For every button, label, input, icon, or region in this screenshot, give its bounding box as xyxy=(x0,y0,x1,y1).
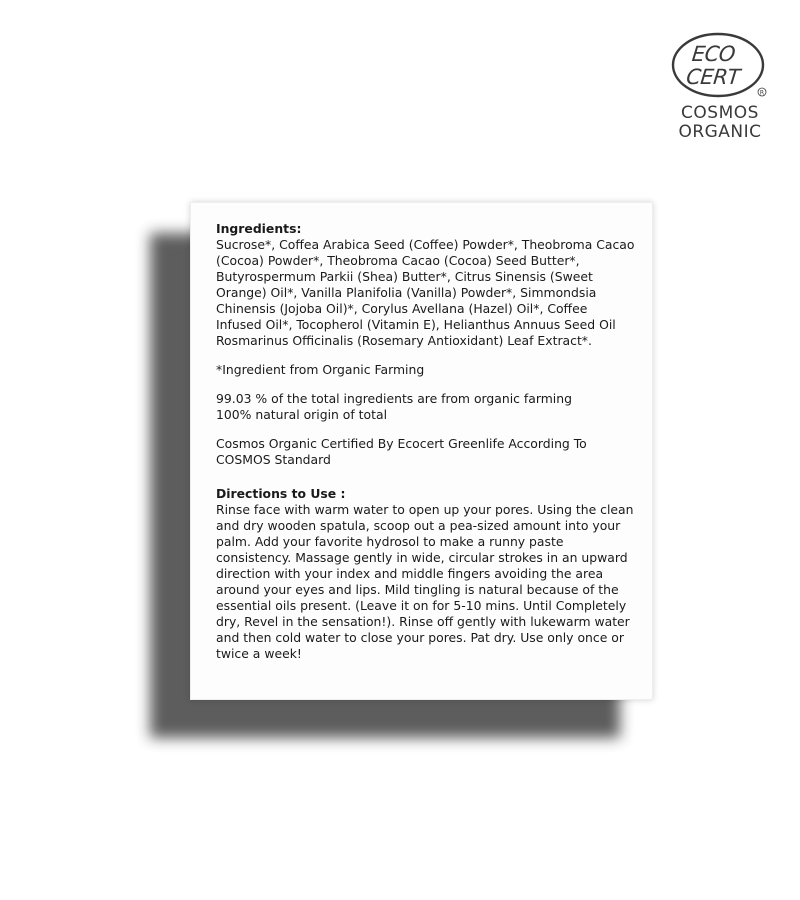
spacer xyxy=(216,468,636,486)
certification-text: Cosmos Organic Certified By Ecocert Greenlife According To COSMOS Standard xyxy=(216,436,587,467)
directions-text: Rinse face with warm water to open up your pores. Using the clean and dry wooden spatula, scoop out a pea-sized amount into your palm. Add your favorite hydrosol to make a runny paste consistency. Massage gently in wide, circular strokes in an upward direction with your index and middle fingers avoiding the area around your eyes and lips. Mild tingling is natural because of the essential oils present. (Leave it on for 5-10 mins. Until Completely dry, Revel in the sensation!). Rinse off gently with lukewarm water and then cold water to close your pores. Pat dry. Use only once or twice a week! xyxy=(216,502,634,661)
ecocert-cosmos-organic-logo xyxy=(668,30,776,142)
ingredients-heading: Ingredients: xyxy=(216,221,302,236)
organic-percent-line-1: 99.03 % of the total ingredients are from organic farming xyxy=(216,391,572,406)
cosmos-label: COSMOS xyxy=(681,103,759,123)
directions-heading: Directions to Use : xyxy=(216,486,346,501)
organic-farming-note: *Ingredient from Organic Farming xyxy=(216,362,425,377)
spacer xyxy=(216,378,636,391)
spacer xyxy=(216,423,636,436)
organic-label: ORGANIC xyxy=(678,122,762,142)
organic-percent-line-2: 100% natural origin of total xyxy=(216,407,388,422)
svg-text:ECO: ECO xyxy=(690,41,737,66)
spacer xyxy=(216,349,636,362)
ingredients-text: Sucrose*, Coffea Arabica Seed (Coffee) Powder*, Theobroma Cacao (Cocoa) Powder*, Theobroma Cacao (Cocoa) Seed Butter*, Butyrospermum Parkii (Shea) Butter*, Citrus Sinensis (Sweet Orange) Oil*, Vanilla Planifolia (Vanilla) Powder*, Simmondsia Chinensis (Jojoba Oil)*, Corylus Avellana (Hazel) Oil*, Coffee Infused Oil*, Tocopherol (Vitamin E), Helianthus Annuus Seed Oil Rosmarinus Officinalis (Rosemary Antioxidant) Leaf Extract*. xyxy=(216,237,635,348)
svg-text:R: R xyxy=(759,89,765,97)
card-content xyxy=(216,221,636,662)
ingredients-card xyxy=(190,202,653,700)
ecocert-emblem xyxy=(668,30,772,102)
svg-text:CERT: CERT xyxy=(685,64,742,89)
